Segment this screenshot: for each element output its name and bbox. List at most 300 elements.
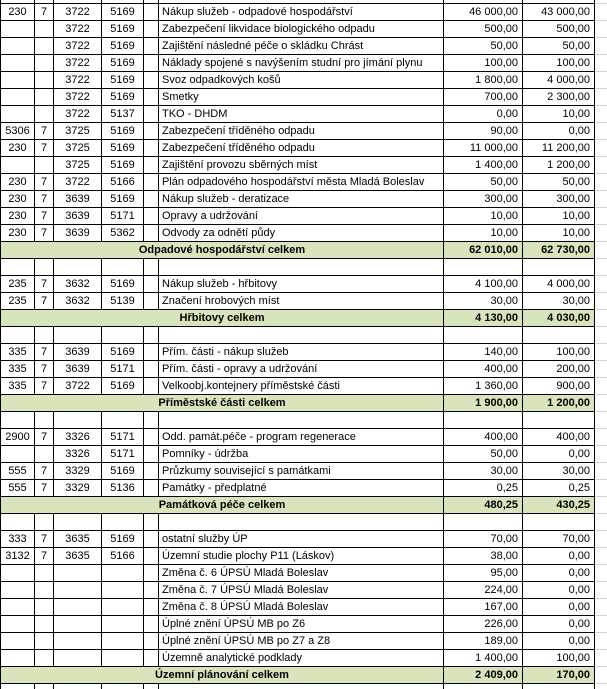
cell-amount-2[interactable]: 50,00 [523,37,595,54]
cell-description[interactable]: Územní studie plochy P11 (Láskov) [159,547,444,564]
cell-description[interactable]: Pomníky - údržba [159,445,444,462]
cell-spacer[interactable] [144,326,159,343]
cell-description[interactable]: Průzkumy související s památkami [159,462,444,479]
cell-code-3[interactable] [54,649,102,666]
cell-code-1[interactable]: 230 [1,139,35,156]
cell-code-1[interactable] [1,411,35,428]
cell-code-2[interactable] [35,37,54,54]
cell-code-4[interactable]: 5169 [102,20,144,37]
cell-code-4[interactable]: 5169 [102,37,144,54]
cell-description[interactable]: Odvody za odnětí půdy [159,224,444,241]
cell-code-4[interactable]: 5136 [102,479,144,496]
total-amount-1[interactable]: 2 409,00 [444,666,523,683]
cell-spacer[interactable] [144,343,159,360]
cell-code-4[interactable]: 5166 [102,173,144,190]
cell-spacer[interactable] [144,139,159,156]
cell-code-2[interactable]: 7 [35,207,54,224]
cell-code-2[interactable] [35,513,54,530]
cell-description[interactable]: Zajištění následné péče o skládku Chrást [159,37,444,54]
cell-code-4[interactable] [102,632,144,649]
cell-amount-2[interactable]: 500,00 [523,20,595,37]
cell-code-3[interactable]: 3639 [54,224,102,241]
cell-code-1[interactable] [1,598,35,615]
cell-code-1[interactable]: 235 [1,292,35,309]
cell-code-2[interactable]: 7 [35,292,54,309]
cell-amount-1[interactable]: 1 800,00 [444,71,523,88]
cell-code-1[interactable] [1,258,35,275]
cell-amount-2[interactable] [523,513,595,530]
cell-spacer[interactable] [144,207,159,224]
cell-code-3[interactable]: 3329 [54,479,102,496]
cell-amount-2[interactable]: 70,00 [523,530,595,547]
cell-code-2[interactable] [35,683,54,689]
cell-amount-2[interactable]: 200,00 [523,360,595,377]
cell-code-2[interactable]: 7 [35,173,54,190]
cell-spacer[interactable] [144,105,159,122]
cell-code-4[interactable]: 5169 [102,462,144,479]
cell-amount-1[interactable]: 70,00 [444,530,523,547]
cell-description[interactable]: TKO - DHDM [159,105,444,122]
cell-amount-1[interactable]: 0,25 [444,479,523,496]
cell-spacer[interactable] [144,411,159,428]
cell-description[interactable]: Úplné znění ÚPSÚ MB po Z6 [159,615,444,632]
cell-amount-1[interactable]: 0,00 [444,105,523,122]
total-amount-1[interactable]: 480,25 [444,496,523,513]
cell-amount-2[interactable]: 4 000,00 [523,275,595,292]
total-label-cell[interactable]: Památková péče celkem [1,496,444,513]
cell-amount-1[interactable]: 10,00 [444,207,523,224]
cell-spacer[interactable] [144,462,159,479]
cell-code-3[interactable]: 3632 [54,292,102,309]
cell-description[interactable]: Změna č. 7 ÚPSÚ Mladá Boleslav [159,581,444,598]
cell-code-1[interactable] [1,683,35,689]
cell-code-1[interactable] [1,632,35,649]
cell-amount-2[interactable]: 50,00 [523,173,595,190]
cell-code-1[interactable] [1,445,35,462]
cell-description[interactable]: Odd. památ.péče - program regenerace [159,428,444,445]
cell-code-3[interactable]: 3722 [54,20,102,37]
cell-spacer[interactable] [144,88,159,105]
cell-amount-1[interactable]: 300,00 [444,190,523,207]
cell-code-3[interactable]: 3722 [54,377,102,394]
cell-spacer[interactable] [144,649,159,666]
cell-code-3[interactable]: 3635 [54,530,102,547]
cell-code-3[interactable]: 3639 [54,190,102,207]
cell-code-4[interactable] [102,513,144,530]
cell-amount-1[interactable]: 500,00 [444,20,523,37]
cell-amount-1[interactable]: 38,00 [444,547,523,564]
cell-amount-1[interactable]: 1 400,00 [444,649,523,666]
cell-description[interactable]: Velkoobj.kontejnery příměstské části [159,377,444,394]
cell-amount-1[interactable]: 224,00 [444,581,523,598]
cell-spacer[interactable] [144,683,159,689]
cell-code-1[interactable]: 333 [1,530,35,547]
cell-code-2[interactable]: 7 [35,360,54,377]
cell-description[interactable]: Smetky [159,88,444,105]
total-amount-2[interactable]: 1 200,00 [523,394,595,411]
cell-code-2[interactable]: 7 [35,139,54,156]
cell-code-2[interactable] [35,598,54,615]
cell-amount-2[interactable] [523,258,595,275]
cell-spacer[interactable] [144,3,159,20]
cell-description[interactable]: Zabezpečení tříděného odpadu [159,122,444,139]
cell-code-3[interactable] [54,581,102,598]
cell-code-1[interactable]: 335 [1,377,35,394]
cell-amount-2[interactable]: 30,00 [523,462,595,479]
cell-code-1[interactable] [1,615,35,632]
cell-code-1[interactable] [1,54,35,71]
cell-code-1[interactable]: 230 [1,207,35,224]
cell-code-2[interactable]: 7 [35,462,54,479]
total-amount-1[interactable]: 4 130,00 [444,309,523,326]
cell-amount-2[interactable]: 0,00 [523,564,595,581]
cell-code-2[interactable]: 7 [35,479,54,496]
cell-code-1[interactable] [1,326,35,343]
cell-code-2[interactable]: 7 [35,377,54,394]
cell-code-2[interactable] [35,326,54,343]
cell-code-4[interactable]: 5171 [102,445,144,462]
cell-description[interactable]: Přím. části - opravy a udržování [159,360,444,377]
total-label-cell[interactable]: Příměstské části celkem [1,394,444,411]
cell-code-4[interactable]: 5169 [102,530,144,547]
cell-code-1[interactable] [1,649,35,666]
cell-code-2[interactable] [35,105,54,122]
cell-amount-2[interactable]: 100,00 [523,54,595,71]
cell-code-1[interactable]: 230 [1,3,35,20]
cell-code-2[interactable]: 7 [35,547,54,564]
cell-code-3[interactable]: 3722 [54,173,102,190]
cell-amount-1[interactable]: 11 000,00 [444,139,523,156]
cell-description[interactable]: Zabezpečení tříděného odpadu [159,139,444,156]
cell-amount-1[interactable]: 1 400,00 [444,156,523,173]
cell-code-3[interactable]: 3639 [54,343,102,360]
cell-description[interactable]: Památky - předplatné [159,479,444,496]
cell-code-4[interactable]: 5169 [102,190,144,207]
cell-code-2[interactable]: 7 [35,3,54,20]
cell-amount-1[interactable] [444,411,523,428]
cell-code-1[interactable]: 230 [1,190,35,207]
cell-amount-1[interactable]: 90,00 [444,122,523,139]
cell-amount-2[interactable]: 0,00 [523,445,595,462]
cell-amount-2[interactable]: 11 200,00 [523,139,595,156]
cell-amount-2[interactable]: 0,00 [523,632,595,649]
cell-spacer[interactable] [144,122,159,139]
cell-amount-1[interactable]: 46 000,00 [444,3,523,20]
cell-amount-1[interactable] [444,258,523,275]
cell-code-4[interactable] [102,598,144,615]
cell-amount-2[interactable]: 2 300,00 [523,88,595,105]
cell-code-2[interactable]: 7 [35,190,54,207]
cell-spacer[interactable] [144,445,159,462]
cell-code-1[interactable] [1,581,35,598]
cell-code-4[interactable]: 5169 [102,156,144,173]
cell-code-2[interactable]: 7 [35,275,54,292]
cell-amount-2[interactable]: 300,00 [523,190,595,207]
cell-code-3[interactable] [54,258,102,275]
cell-spacer[interactable] [144,513,159,530]
cell-code-2[interactable] [35,445,54,462]
cell-code-3[interactable] [54,683,102,689]
cell-amount-1[interactable]: 189,00 [444,632,523,649]
cell-code-3[interactable] [54,411,102,428]
cell-code-4[interactable]: 5169 [102,343,144,360]
cell-code-1[interactable]: 555 [1,462,35,479]
cell-description[interactable]: Plán odpadového hospodářství města Mladá Boleslav [159,173,444,190]
total-amount-1[interactable]: 62 010,00 [444,241,523,258]
total-label-cell[interactable]: Hřbitovy celkem [1,309,444,326]
cell-amount-1[interactable]: 30,00 [444,292,523,309]
cell-code-3[interactable]: 3722 [54,88,102,105]
cell-code-3[interactable]: 3639 [54,360,102,377]
cell-description[interactable]: Územně analytické podklady [159,649,444,666]
cell-code-4[interactable] [102,615,144,632]
cell-code-4[interactable]: 5169 [102,377,144,394]
cell-code-3[interactable]: 3639 [54,207,102,224]
cell-code-2[interactable] [35,54,54,71]
cell-code-2[interactable] [35,581,54,598]
cell-amount-1[interactable]: 30,00 [444,462,523,479]
total-amount-2[interactable]: 4 030,00 [523,309,595,326]
cell-code-3[interactable] [54,632,102,649]
total-amount-2[interactable]: 62 730,00 [523,241,595,258]
cell-code-1[interactable] [1,564,35,581]
cell-code-1[interactable]: 230 [1,173,35,190]
cell-spacer[interactable] [144,479,159,496]
total-amount-2[interactable]: 430,25 [523,496,595,513]
cell-code-2[interactable] [35,88,54,105]
cell-code-4[interactable]: 5169 [102,122,144,139]
cell-amount-2[interactable]: 10,00 [523,207,595,224]
cell-code-3[interactable]: 3725 [54,122,102,139]
cell-code-1[interactable]: 5306 [1,122,35,139]
cell-code-3[interactable]: 3722 [54,54,102,71]
cell-spacer[interactable] [144,360,159,377]
cell-description[interactable]: Zabezpečení likvidace biologického odpadu [159,20,444,37]
cell-description[interactable]: Zajištění provozu sběrných míst [159,156,444,173]
cell-amount-1[interactable]: 4 100,00 [444,275,523,292]
cell-amount-1[interactable]: 700,00 [444,88,523,105]
cell-code-2[interactable] [35,564,54,581]
cell-amount-1[interactable]: 400,00 [444,360,523,377]
total-amount-1[interactable]: 1 900,00 [444,394,523,411]
cell-code-4[interactable]: 5169 [102,275,144,292]
cell-description[interactable]: Úplné znění ÚPSÚ MB po Z7 a Z8 [159,632,444,649]
cell-description[interactable]: Svoz odpadkových košů [159,71,444,88]
cell-amount-2[interactable]: 100,00 [523,649,595,666]
cell-description[interactable]: Opravy a udržování [159,207,444,224]
cell-code-3[interactable]: 3722 [54,37,102,54]
cell-code-2[interactable]: 7 [35,343,54,360]
cell-code-2[interactable]: 7 [35,428,54,445]
cell-code-1[interactable] [1,20,35,37]
cell-code-4[interactable] [102,326,144,343]
cell-code-2[interactable] [35,615,54,632]
cell-description[interactable]: Přím. části - nákup služeb [159,343,444,360]
cell-amount-2[interactable]: 900,00 [523,377,595,394]
cell-amount-1[interactable] [444,683,523,689]
cell-amount-1[interactable]: 95,00 [444,564,523,581]
cell-code-3[interactable]: 3725 [54,139,102,156]
cell-spacer[interactable] [144,428,159,445]
total-amount-2[interactable]: 170,00 [523,666,595,683]
cell-code-4[interactable]: 5171 [102,428,144,445]
cell-amount-1[interactable]: 50,00 [444,37,523,54]
cell-code-4[interactable]: 5169 [102,71,144,88]
cell-code-1[interactable]: 3132 [1,547,35,564]
cell-description[interactable]: Nákup služeb - odpadové hospodářství [159,3,444,20]
cell-amount-2[interactable]: 30,00 [523,292,595,309]
cell-description[interactable] [159,326,444,343]
cell-description[interactable] [159,513,444,530]
cell-code-3[interactable] [54,615,102,632]
cell-code-1[interactable]: 235 [1,275,35,292]
cell-code-4[interactable]: 5137 [102,105,144,122]
cell-spacer[interactable] [144,173,159,190]
cell-code-1[interactable]: 555 [1,479,35,496]
cell-spacer[interactable] [144,377,159,394]
cell-code-4[interactable] [102,649,144,666]
cell-amount-2[interactable]: 0,00 [523,598,595,615]
cell-spacer[interactable] [144,547,159,564]
cell-amount-2[interactable]: 0,00 [523,615,595,632]
cell-spacer[interactable] [144,615,159,632]
cell-code-3[interactable]: 3722 [54,3,102,20]
cell-spacer[interactable] [144,190,159,207]
cell-spacer[interactable] [144,564,159,581]
cell-amount-2[interactable] [523,411,595,428]
cell-amount-2[interactable]: 0,00 [523,547,595,564]
cell-code-3[interactable]: 3329 [54,462,102,479]
cell-code-4[interactable]: 5169 [102,54,144,71]
cell-code-4[interactable] [102,581,144,598]
cell-spacer[interactable] [144,20,159,37]
cell-code-2[interactable] [35,156,54,173]
cell-code-2[interactable]: 7 [35,530,54,547]
cell-description[interactable]: ostatní služby ÚP [159,530,444,547]
cell-code-1[interactable] [1,71,35,88]
cell-amount-1[interactable]: 50,00 [444,173,523,190]
cell-code-2[interactable]: 7 [35,224,54,241]
cell-spacer[interactable] [144,258,159,275]
cell-code-4[interactable]: 5169 [102,3,144,20]
cell-spacer[interactable] [144,156,159,173]
cell-spacer[interactable] [144,224,159,241]
cell-code-4[interactable]: 5139 [102,292,144,309]
cell-code-2[interactable]: 7 [35,122,54,139]
cell-amount-1[interactable] [444,513,523,530]
cell-code-1[interactable] [1,105,35,122]
cell-amount-1[interactable]: 1 360,00 [444,377,523,394]
cell-amount-2[interactable]: 1 200,00 [523,156,595,173]
cell-code-1[interactable] [1,88,35,105]
cell-amount-2[interactable]: 400,00 [523,428,595,445]
cell-code-2[interactable] [35,258,54,275]
cell-amount-2[interactable]: 10,00 [523,224,595,241]
cell-amount-2[interactable]: 100,00 [523,343,595,360]
cell-code-1[interactable]: 2900 [1,428,35,445]
cell-code-1[interactable] [1,37,35,54]
cell-amount-2[interactable]: 0,00 [523,122,595,139]
cell-spacer[interactable] [144,37,159,54]
cell-code-4[interactable]: 5169 [102,88,144,105]
cell-code-3[interactable]: 3326 [54,445,102,462]
cell-code-4[interactable]: 5171 [102,360,144,377]
cell-description[interactable]: Změna č. 8 ÚPSÚ Mladá Boleslav [159,598,444,615]
cell-amount-2[interactable]: 0,25 [523,479,595,496]
cell-code-3[interactable]: 3722 [54,71,102,88]
cell-amount-1[interactable]: 10,00 [444,224,523,241]
cell-description[interactable]: Nákup služeb - hřbitovy [159,275,444,292]
cell-code-1[interactable]: 230 [1,224,35,241]
cell-description[interactable] [159,411,444,428]
cell-code-2[interactable] [35,20,54,37]
cell-code-3[interactable] [54,513,102,530]
cell-description[interactable]: Změna č. 6 ÚPSÚ Mladá Boleslav [159,564,444,581]
cell-description[interactable] [159,258,444,275]
cell-code-3[interactable] [54,564,102,581]
cell-code-2[interactable] [35,411,54,428]
cell-code-3[interactable]: 3725 [54,156,102,173]
cell-description[interactable]: Značení hrobových míst [159,292,444,309]
cell-amount-2[interactable]: 10,00 [523,105,595,122]
cell-code-3[interactable] [54,598,102,615]
cell-amount-2[interactable] [523,683,595,689]
cell-amount-1[interactable]: 100,00 [444,54,523,71]
cell-spacer[interactable] [144,275,159,292]
cell-amount-1[interactable]: 50,00 [444,445,523,462]
cell-spacer[interactable] [144,598,159,615]
cell-code-1[interactable]: 335 [1,360,35,377]
cell-amount-2[interactable] [523,326,595,343]
cell-spacer[interactable] [144,54,159,71]
cell-description[interactable]: Nákup služeb - deratizace [159,190,444,207]
cell-code-2[interactable] [35,649,54,666]
cell-code-1[interactable] [1,156,35,173]
total-label-cell[interactable]: Územní plánování celkem [1,666,444,683]
cell-code-3[interactable]: 3635 [54,547,102,564]
cell-code-4[interactable]: 5166 [102,547,144,564]
cell-code-4[interactable] [102,683,144,689]
cell-code-4[interactable]: 5169 [102,139,144,156]
cell-code-3[interactable] [54,326,102,343]
cell-code-3[interactable]: 3722 [54,105,102,122]
cell-amount-2[interactable]: 4 000,00 [523,71,595,88]
cell-code-3[interactable]: 3632 [54,275,102,292]
cell-amount-2[interactable]: 43 000,00 [523,3,595,20]
cell-amount-1[interactable]: 140,00 [444,343,523,360]
cell-code-1[interactable]: 335 [1,343,35,360]
total-label-cell[interactable]: Odpadové hospodářství celkem [1,241,444,258]
cell-amount-1[interactable]: 226,00 [444,615,523,632]
cell-amount-1[interactable]: 167,00 [444,598,523,615]
cell-code-4[interactable] [102,411,144,428]
cell-description[interactable] [159,683,444,689]
cell-code-2[interactable] [35,71,54,88]
cell-spacer[interactable] [144,292,159,309]
cell-code-4[interactable] [102,564,144,581]
cell-spacer[interactable] [144,530,159,547]
cell-code-4[interactable] [102,258,144,275]
cell-description[interactable]: Náklady spojené s navýšením studní pro jímání plynu [159,54,444,71]
cell-amount-1[interactable] [444,326,523,343]
cell-spacer[interactable] [144,632,159,649]
cell-code-3[interactable]: 3326 [54,428,102,445]
cell-spacer[interactable] [144,581,159,598]
cell-code-1[interactable] [1,513,35,530]
cell-code-4[interactable]: 5171 [102,207,144,224]
cell-amount-1[interactable]: 400,00 [444,428,523,445]
cell-code-2[interactable] [35,632,54,649]
